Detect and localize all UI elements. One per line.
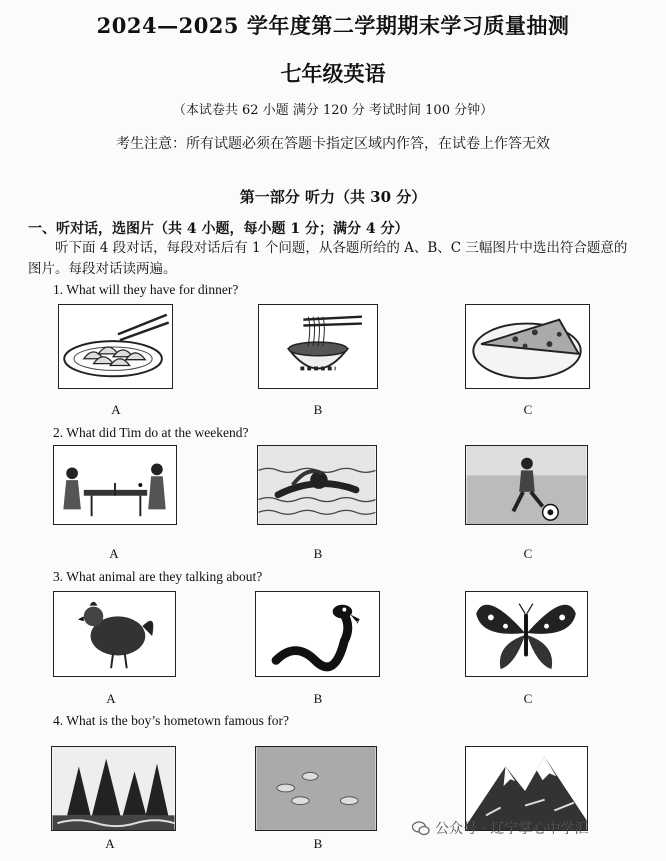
table-tennis-icon xyxy=(53,445,177,525)
section-instructions: 听下面 4 段对话，每段对话后有 1 个问题，从各题所给的 A、B、C 三幅图片中选出符合题意的图片。每段对话读两遍。 xyxy=(28,240,628,277)
part-title: 第一部分 听力（共 30 分） xyxy=(239,188,427,206)
option-label: B xyxy=(313,691,323,706)
pizza-icon xyxy=(465,304,590,389)
option-label: B xyxy=(313,836,323,851)
section-title: 一、听对话，选图片（共 4 小题，每小题 1 分；满分 4 分） xyxy=(28,221,409,237)
watermark xyxy=(412,818,588,838)
wechat-icon xyxy=(412,821,430,836)
option-label: C xyxy=(523,546,533,561)
forest-icon xyxy=(51,746,176,831)
watermark-text: 公众号 · 辽宁掌心中学汇 xyxy=(435,821,589,837)
option-label: C xyxy=(523,402,533,417)
soccer-icon xyxy=(465,445,588,525)
exam-notice: 考生注意：所有试题必须在答题卡指定区域内作答，在试卷上作答无效 xyxy=(116,136,550,152)
swimming-icon xyxy=(257,445,377,525)
butterfly-icon xyxy=(465,591,588,677)
hen-icon xyxy=(53,591,176,677)
option-label: A xyxy=(109,546,119,561)
question-3-text: 3. What animal are they talking about? xyxy=(53,569,263,584)
option-label: A xyxy=(105,836,115,851)
option-label: B xyxy=(313,546,323,561)
snake-icon xyxy=(255,591,380,677)
option-label: A xyxy=(111,402,121,417)
exam-title: 2024—2025 学年度第二学期期末学习质量抽测 xyxy=(96,13,570,38)
question-4-text: 4. What is the boy’s hometown famous for? xyxy=(53,713,289,728)
noodles-icon xyxy=(258,304,378,389)
option-label: A xyxy=(106,691,116,706)
option-label: B xyxy=(313,402,323,417)
question-2-text: 2. What did Tim do at the weekend? xyxy=(53,425,249,440)
lake-icon xyxy=(255,746,377,831)
dumplings-icon xyxy=(58,304,173,389)
exam-subtitle: 七年级英语 xyxy=(280,61,386,86)
exam-info: （本试卷共 62 小题 满分 120 分 考试时间 100 分钟） xyxy=(172,103,494,118)
question-1-text: 1. What will they have for dinner? xyxy=(53,282,239,297)
option-label: C xyxy=(523,691,533,706)
